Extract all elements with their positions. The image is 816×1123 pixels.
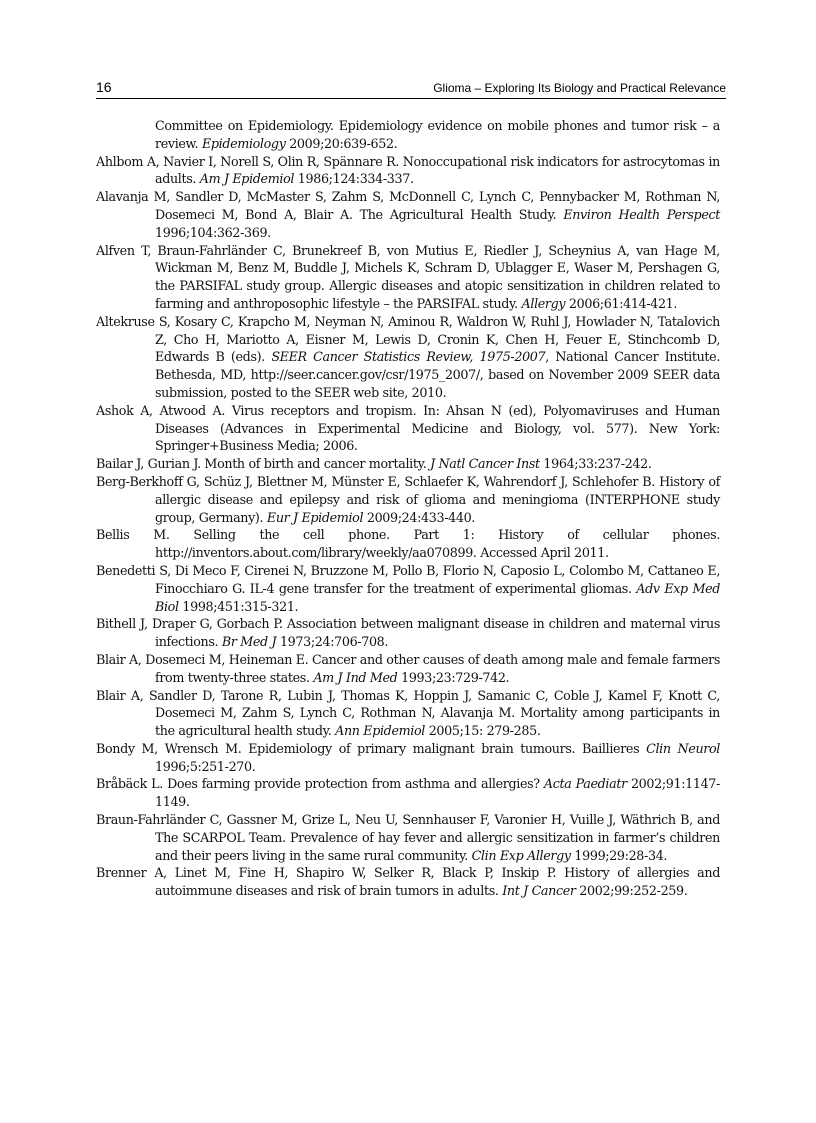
reference-entry: Bailar J, Gurian J. Month of birth and cancer mortality. J Natl Cancer Inst 1964;33:237-242.	[96, 456, 652, 472]
reference-entry: Ashok A, Atwood A. Virus receptors and tropism. In: Ahsan N (ed), Polyomaviruses and Human Diseases (Advances in Experimental Medicine and Biology, vol. 577). New York: Springer+Business Media; 2006.	[96, 402, 720, 454]
page-header	[96, 78, 726, 99]
reference-entry: Bellis M. Selling the cell phone. Part 1: History of cellular phones. http://inventors.about.com/library/weekly/aa070899. Accessed April 2011.	[96, 527, 720, 561]
reference-entry: Braun-Fahrländer C, Gassner M, Grize L, Neu U, Sennhauser F, Varonier H, Vuille J, Wäthrich B, and The SCARPOL Team. Prevalence of hay fever and allergic sensitization in farmer’s children and their peers living in the same rural community. Clin Exp Allergy 1999;29:28-34.	[96, 812, 720, 863]
reference-entry: Benedetti S, Di Meco F, Cirenei N, Bruzzone M, Pollo B, Florio N, Caposio L, Colombo M, Cattaneo E, Finocchiaro G. IL-4 gene transfer for the treatment of experimental gliomas. Adv Exp Med Biol 1998;451:315-321.	[96, 562, 721, 614]
reference-entry: Berg-Berkhoff G, Schüz J, Blettner M, Münster E, Schlaefer K, Wahrendorf J, Schlehofer B. History of allergic disease and epilepsy and risk of glioma and meningioma (INTERPHONE study group, Germany). Eur J Epidemiol 2009;24:433-440.	[96, 473, 720, 525]
reference-entry: Alfven T, Braun-Fahrländer C, Brunekreef B, von Mutius E, Riedler J, Scheynius A, van Hage M, Wickman M, Benz M, Buddle J, Michels K, Schram D, Ublagger E, Waser M, Pershagen G, the PARSIFAL study group. Allergic diseases and atopic sensitization in children related to farming and anthroposophic lifestyle – the PARSIFAL study. Allergy 2006;61:414-421.	[96, 242, 720, 311]
reference-list	[96, 117, 720, 900]
reference-entry: Committee on Epidemiology. Epidemiology evidence on mobile phones and tumor risk – a review. Epidemiology 2009;20:639-652.	[155, 118, 720, 151]
reference-entry: Bråbäck L. Does farming provide protection from asthma and allergies? Acta Paediatr 2002;91:1147-1149.	[96, 776, 720, 810]
reference-entry: Ahlbom A, Navier I, Norell S, Olin R, Spännare R. Nonoccupational risk indicators for astrocytomas in adults. Am J Epidemiol 1986;124:334-337.	[96, 153, 720, 187]
running-title: Glioma – Exploring Its Biology and Practical Relevance	[433, 81, 726, 95]
page-number: 16	[96, 79, 112, 95]
reference-entry: Alavanja M, Sandler D, McMaster S, Zahm S, McDonnell C, Lynch C, Pennybacker M, Rothman N, Dosemeci M, Bond A, Blair A. The Agricultural Health Study. Environ Health Perspect 1996;104:362-369.	[96, 189, 720, 240]
reference-entry: Altekruse S, Kosary C, Krapcho M, Neyman N, Aminou R, Waldron W, Ruhl J, Howlader N, Tatalovich Z, Cho H, Mariotto A, Eisner M, Lewis D, Cronin K, Chen H, Feuer E, Stinchcomb D, Edwards B (eds). SEER Cancer Statistics Review, 1975-2007, National Cancer Institute. Bethesda, MD, http://seer.cancer.gov/csr/1975_2007/, based on November 2009 SEER data submission, posted to the SEER web site, 2010.	[96, 313, 720, 400]
reference-entry: Bithell J, Draper G, Gorbach P. Association between malignant disease in children and maternal virus infections. Br Med J 1973;24:706-708.	[96, 616, 720, 650]
reference-entry: Brenner A, Linet M, Fine H, Shapiro W, Selker R, Black P, Inskip P. History of allergies and autoimmune diseases and risk of brain tumors in adults. Int J Cancer 2002;99:252-259.	[96, 865, 720, 899]
reference-entry: Bondy M, Wrensch M. Epidemiology of primary malignant brain tumours. Baillieres Clin Neurol 1996;5:251-270.	[96, 740, 720, 774]
reference-entry: Blair A, Sandler D, Tarone R, Lubin J, Thomas K, Hoppin J, Samanic C, Coble J, Kamel F, Knott C, Dosemeci M, Zahm S, Lynch C, Rothman N, Alavanja M. Mortality among participants in the agricultural health study. Ann Epidemiol 2005;15: 279-285.	[96, 687, 720, 739]
reference-entry: Blair A, Dosemeci M, Heineman E. Cancer and other causes of death among male and female farmers from twenty-three states. Am J Ind Med 1993;23:729-742.	[96, 651, 720, 685]
